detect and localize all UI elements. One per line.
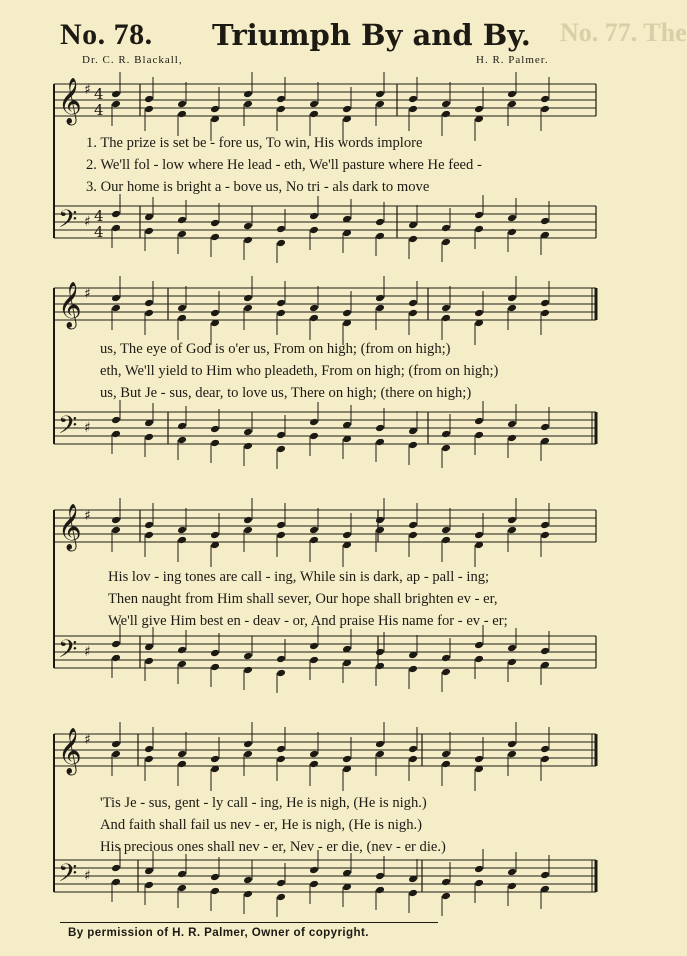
lyric-verse-1: 1. The prize is set be - fore us, To win, His words implore [86,135,423,151]
soprano-note [342,309,352,318]
soprano-note [441,526,451,535]
soprano-note [540,745,550,754]
bleed-through-text: No. 77. The [560,18,687,47]
bass-note [309,226,319,235]
tenor-note [309,642,319,651]
bass-note [441,238,451,247]
soprano-note [507,294,517,303]
time-signature: 4 [94,223,104,241]
alto-note [276,755,286,764]
tenor-note [375,424,385,433]
key-signature-sharp: ♯ [84,286,91,302]
bass-note [111,654,121,663]
tenor-note [540,423,550,432]
alto-note [243,750,253,759]
tenor-note [474,417,484,426]
bass-clef: 𝄢 [58,205,78,240]
soprano-note [342,105,352,114]
bass-clef: 𝄢 [58,635,78,670]
bass-note [276,669,286,678]
soprano-note [309,526,319,535]
soprano-note [342,755,352,764]
alto-note [243,526,253,535]
time-signature: 4 [94,207,104,225]
alto-note [540,105,550,114]
alto-note [309,536,319,545]
soprano-note [144,95,154,104]
soprano-note [507,90,517,99]
soprano-note [309,100,319,109]
soprano-note [408,299,418,308]
tenor-note [177,422,187,431]
soprano-note [177,526,187,535]
alto-note [375,526,385,535]
tenor-note [375,648,385,657]
bass-note [243,236,253,245]
bass-note [507,658,517,667]
alto-note [540,755,550,764]
tenor-note [243,222,253,231]
alto-note [144,309,154,318]
bass-note [375,886,385,895]
soprano-note [375,740,385,749]
alto-note [111,100,121,109]
tenor-note [540,217,550,226]
alto-note [243,304,253,313]
lyric-verse-2: And faith shall fail us nev - er, He is nigh, (He is nigh.) [100,817,423,833]
alto-note [408,309,418,318]
tenor-note [309,212,319,221]
tenor-note [111,210,121,219]
soprano-note [276,745,286,754]
alto-note [144,531,154,540]
alto-note [177,536,187,545]
bass-note [243,666,253,675]
soprano-note [342,531,352,540]
key-signature-sharp: ♯ [84,82,91,98]
bass-note [507,882,517,891]
alto-note [441,760,451,769]
bass-note [210,663,220,672]
tenor-note [210,649,220,658]
soprano-note [243,90,253,99]
alto-note [243,100,253,109]
alto-note [540,531,550,540]
key-signature-sharp: ♯ [84,420,91,436]
time-signature: 4 [94,101,104,119]
soprano-note [276,521,286,530]
alto-note [540,309,550,318]
tenor-note [540,647,550,656]
key-signature-sharp: ♯ [84,868,91,884]
alto-note [177,110,187,119]
treble-clef: 𝄞 [58,282,82,328]
soprano-note [474,755,484,764]
bass-note [507,434,517,443]
tenor-note [441,878,451,887]
alto-note [276,105,286,114]
bass-note [375,662,385,671]
alto-note [111,526,121,535]
soprano-note [474,105,484,114]
tenor-note [111,416,121,425]
bass-note [375,232,385,241]
bass-note [441,892,451,901]
tenor-note [243,652,253,661]
tenor-note [507,644,517,653]
tenor-note [210,873,220,882]
alto-note [309,110,319,119]
alto-note [375,304,385,313]
tenor-note [210,219,220,228]
bass-note [474,431,484,440]
bass-note [210,233,220,242]
soprano-note [408,521,418,530]
hymn-number: No. 78. [60,18,153,51]
lyric-verse-3: us, But Je - sus, dear, to love us, There on high; (there on high;) [100,385,472,401]
soprano-note [177,304,187,313]
soprano-note [210,755,220,764]
soprano-note [243,516,253,525]
bass-note [507,228,517,237]
soprano-note [210,105,220,114]
lyric-verse-3: We'll give Him best en - deav - or, And praise His name for - ev - er; [108,613,508,629]
alto-note [507,100,517,109]
soprano-note [540,521,550,530]
bass-note [144,227,154,236]
soprano-note [441,304,451,313]
lyric-verse-2: Then naught from Him shall sever, Our hope shall brighten ev - er, [108,591,498,607]
soprano-note [441,100,451,109]
bass-note [144,433,154,442]
alto-note [375,750,385,759]
alto-note [441,314,451,323]
key-signature-sharp: ♯ [84,508,91,524]
alto-note [276,531,286,540]
bass-note [210,887,220,896]
tenor-note [507,214,517,223]
bass-note [276,445,286,454]
bass-note [276,893,286,902]
tenor-note [177,646,187,655]
soprano-note [243,740,253,749]
soprano-note [144,745,154,754]
bass-note [144,657,154,666]
alto-note [177,314,187,323]
tenor-note [177,216,187,225]
tenor-note [276,879,286,888]
bass-note [474,225,484,234]
soprano-note [144,521,154,530]
bass-note [177,660,187,669]
alto-note [408,755,418,764]
hymn-title: Triumph By and By. [212,18,531,52]
tenor-note [441,654,451,663]
key-signature-sharp: ♯ [84,644,91,660]
bass-note [111,224,121,233]
bass-note [309,656,319,665]
tenor-note [309,866,319,875]
lyric-verse-2: eth, We'll yield to Him who pleadeth, From on high; (from on high;) [100,363,499,379]
lyric-verse-3: 3. Our home is bright a - bove us, No tri - als dark to move [86,179,430,195]
soprano-note [507,516,517,525]
lyric-verse-2: 2. We'll fol - low where He lead - eth, We'll pasture where He feed - [86,157,482,173]
alto-note [375,100,385,109]
tenor-note [375,872,385,881]
bass-note [210,439,220,448]
tenor-note [210,425,220,434]
bass-note [243,890,253,899]
alto-note [144,105,154,114]
alto-note [507,304,517,313]
soprano-note [375,90,385,99]
bass-note [276,239,286,248]
bass-note [111,878,121,887]
bass-note [474,879,484,888]
tenor-note [540,871,550,880]
soprano-note [474,531,484,540]
alto-note [408,531,418,540]
bass-note [177,436,187,445]
alto-note [309,760,319,769]
tenor-note [474,865,484,874]
bass-note [375,438,385,447]
lyric-verse-1: His lov - ing tones are call - ing, While sin is dark, ap - pall - ing; [108,569,490,585]
soprano-note [144,299,154,308]
treble-clef: 𝄞 [58,504,82,550]
alto-note [309,314,319,323]
bass-note [144,881,154,890]
tenor-note [507,420,517,429]
soprano-note [309,304,319,313]
soprano-note [177,100,187,109]
tenor-note [111,864,121,873]
tenor-note [474,641,484,650]
bass-note [408,889,418,898]
tenor-note [243,876,253,885]
treble-clef: 𝄞 [58,728,82,774]
soprano-note [408,95,418,104]
soprano-note [375,294,385,303]
alto-note [276,309,286,318]
lyric-verse-3: His precious ones shall nev - er, Nev - er die, (nev - er die.) [100,839,446,855]
key-signature-sharp: ♯ [84,214,91,230]
bass-clef: 𝄢 [58,411,78,446]
tenor-note [441,224,451,233]
tenor-note [276,225,286,234]
soprano-note [210,531,220,540]
tenor-note [474,211,484,220]
soprano-note [540,299,550,308]
soprano-note [111,294,121,303]
time-signature: 4 [94,85,104,103]
bass-note [309,432,319,441]
lyric-verse-1: 'Tis Je - sus, gent - ly call - ing, He is nigh, (He is nigh.) [100,795,427,811]
soprano-note [507,740,517,749]
lyricist-credit: Dr. C. R. Blackall, [82,54,183,66]
alto-note [144,755,154,764]
soprano-note [111,516,121,525]
soprano-note [111,740,121,749]
soprano-note [309,750,319,759]
tenor-note [177,870,187,879]
tenor-note [111,640,121,649]
alto-note [408,105,418,114]
soprano-note [276,95,286,104]
bass-note [177,884,187,893]
key-signature-sharp: ♯ [84,732,91,748]
footer-rule [60,922,438,923]
bass-note [441,444,451,453]
soprano-note [540,95,550,104]
bass-note [408,235,418,244]
tenor-note [276,431,286,440]
bass-note [408,665,418,674]
tenor-note [375,218,385,227]
soprano-note [210,309,220,318]
soprano-note [441,750,451,759]
soprano-note [474,309,484,318]
bass-note [441,668,451,677]
tenor-note [441,430,451,439]
tenor-note [243,428,253,437]
alto-note [507,526,517,535]
soprano-note [177,750,187,759]
soprano-note [111,90,121,99]
bass-note [111,430,121,439]
soprano-note [375,516,385,525]
alto-note [441,536,451,545]
composer-credit: H. R. Palmer. [476,54,549,66]
alto-note [507,750,517,759]
tenor-note [309,418,319,427]
tenor-note [507,868,517,877]
bass-note [474,655,484,664]
bass-note [408,441,418,450]
copyright-notice: By permission of H. R. Palmer, Owner of copyright. [68,926,369,939]
alto-note [111,750,121,759]
alto-note [111,304,121,313]
bass-note [243,442,253,451]
bass-note [309,880,319,889]
treble-clef: 𝄞 [58,78,82,124]
tenor-note [276,655,286,664]
soprano-note [243,294,253,303]
lyric-verse-1: us, The eye of God is o'er us, From on high; (from on high;) [100,341,451,357]
alto-note [177,760,187,769]
bass-clef: 𝄢 [58,859,78,894]
alto-note [441,110,451,119]
bass-note [177,230,187,239]
soprano-note [408,745,418,754]
soprano-note [276,299,286,308]
